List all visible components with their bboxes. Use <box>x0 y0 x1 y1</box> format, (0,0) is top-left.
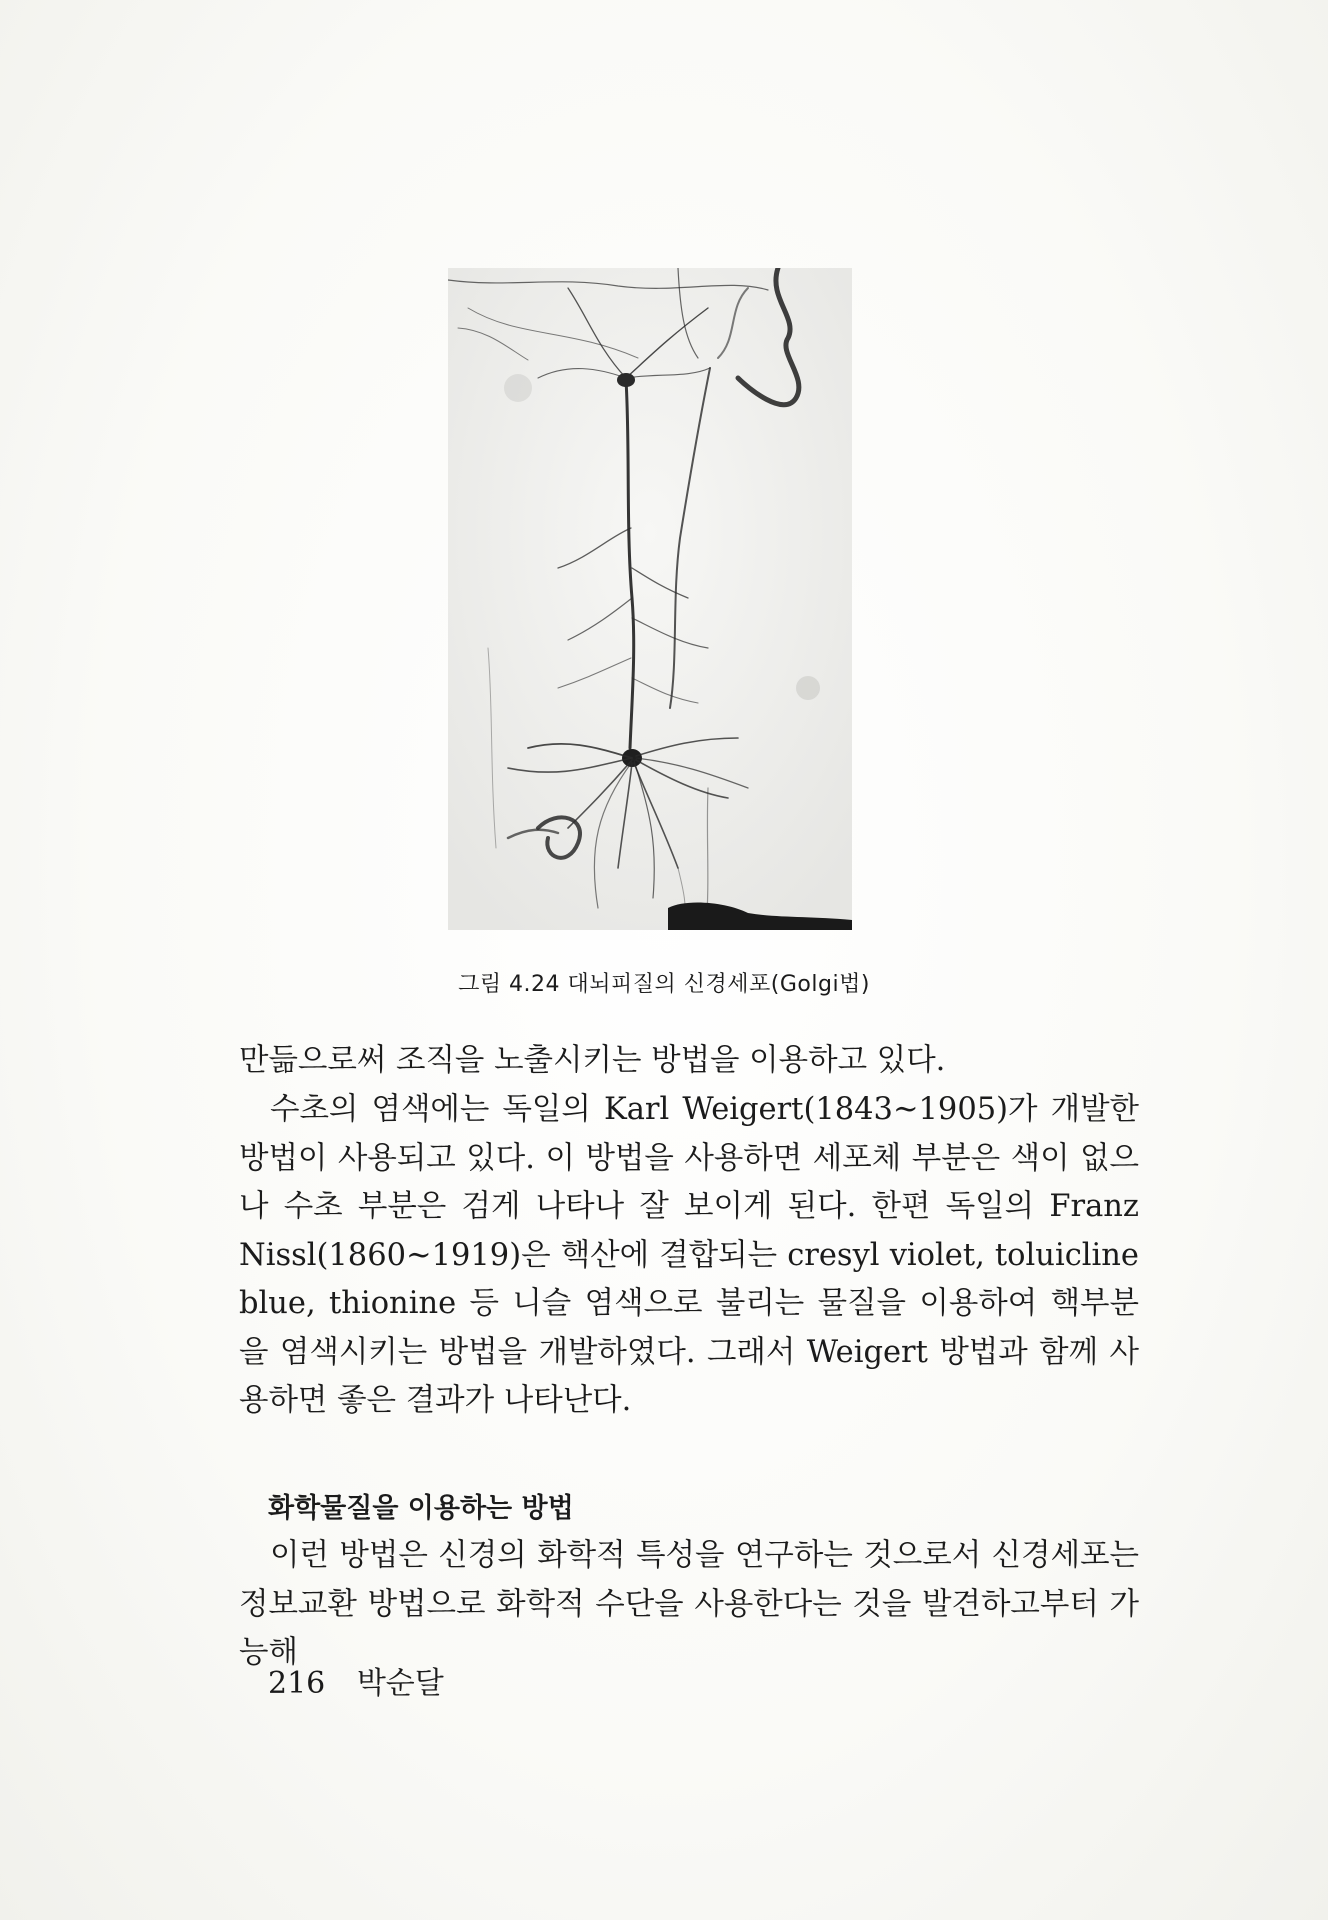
figure-caption: 그림 4.24 대뇌피질의 신경세포(Golgi법) <box>458 972 870 997</box>
section-heading: 화학물질을 이용하는 방법 <box>268 1493 574 1524</box>
paragraph-continuation <box>239 1037 1139 1086</box>
neuron-micrograph <box>448 268 852 930</box>
paragraph-chemical-method <box>239 1532 1139 1678</box>
neuron-micrograph-drawing <box>448 268 852 930</box>
paragraph-myelin-staining <box>239 1086 1139 1426</box>
paragraph-text: 수초의 염색에는 독일의 Karl Weigert(1843~1905)가 개발한 방법이 사용되고 있다. 이 방법을 사용하면 세포체 부분은 색이 없으나 수초 부분은 검게 나타나 잘 보이게 된다. 한편 독일의 Franz Nissl(1860~1919)은 핵산에 결합되는 cresyl violet, toluicline blue, thionine 등 니슬 염색으로 불리는 물질을 이용하여 핵부분을 염색시키는 방법을 개발하였다. 그래서 Weigert 방법과 함께 사용하면 좋은 결과가 나타난다. <box>239 1092 1139 1418</box>
page-footer <box>268 1658 444 1702</box>
author-name: 박순달 <box>356 1666 444 1701</box>
paragraph-text: 만듦으로써 조직을 노출시키는 방법을 이용하고 있다. <box>239 1043 946 1078</box>
paragraph-text: 이런 방법은 신경의 화학적 특성을 연구하는 것으로서 신경세포는 정보교환 방법으로 화학적 수단을 사용한다는 것을 발견하고부터 가능해 <box>239 1538 1139 1670</box>
page-number: 216 <box>268 1666 326 1701</box>
